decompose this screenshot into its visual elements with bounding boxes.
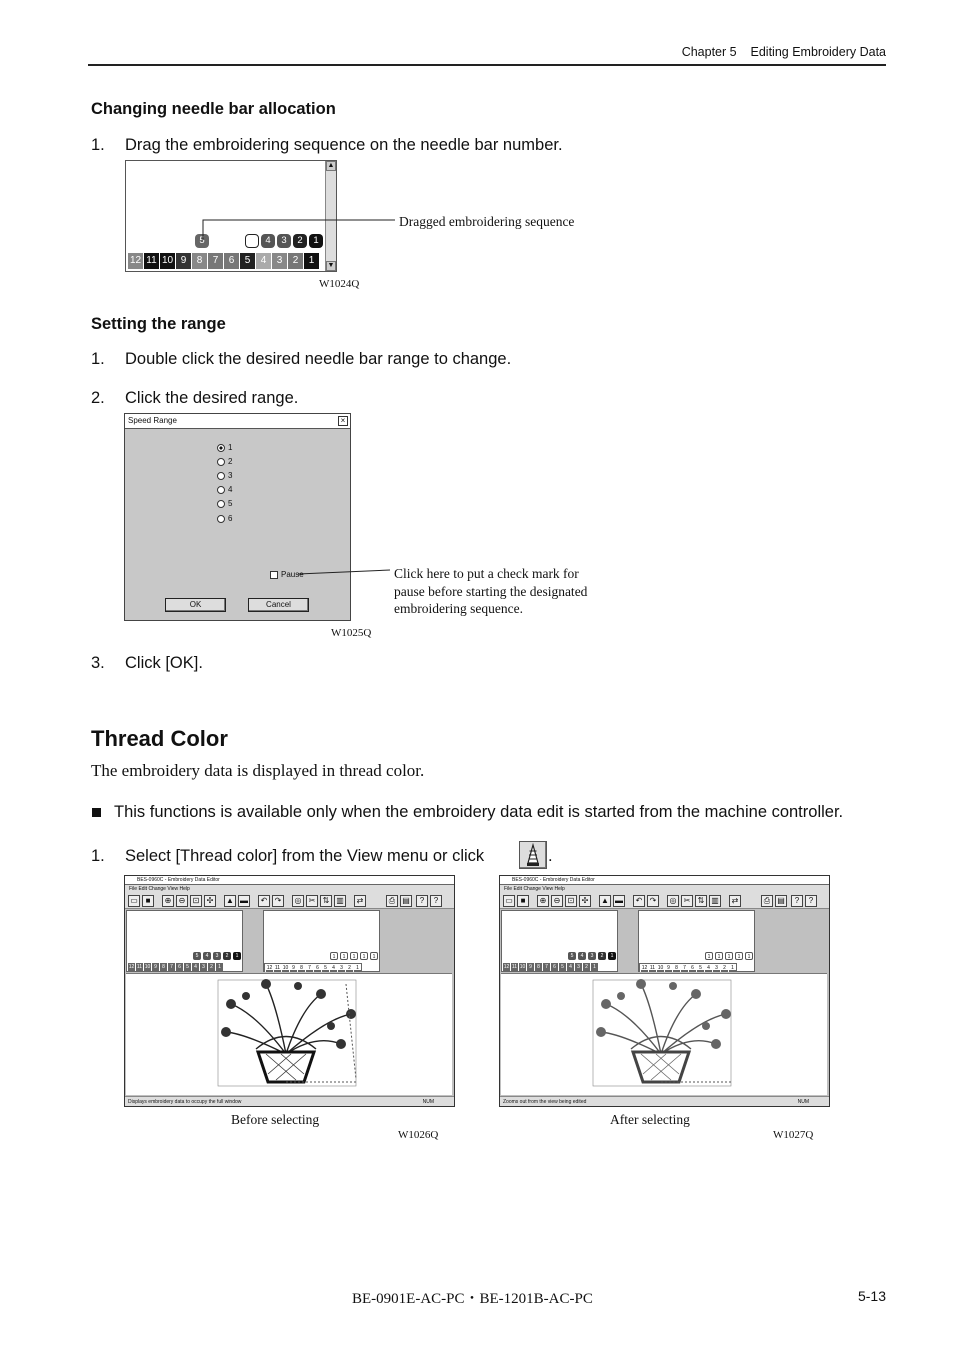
callout-pause: Click here to put a check mark for pause before starting the designated embroidering sequence. (394, 566, 588, 616)
needle-pane-left: 5 4 3 2 1 12 11 10 9 8 7 6 5 4 3 2 1 (126, 910, 243, 972)
menu-bar[interactable]: File Edit Change View Help (500, 885, 829, 893)
step-text: Click [OK]. (125, 654, 203, 672)
chapter-label: Chapter 5 (681, 45, 737, 59)
footer-model: BE-0901E-AC-PC・BE-1201B-AC-PC (352, 1291, 593, 1307)
thread-color-icon[interactable]: ▲ (599, 895, 611, 907)
flower-basket-image (126, 974, 452, 1096)
redo-icon[interactable]: ↷ (647, 895, 659, 907)
needle-number[interactable]: 12 (128, 253, 143, 269)
needle-number[interactable]: 9 (176, 253, 191, 269)
needle-number[interactable]: 3 (272, 253, 287, 269)
needle-pane-left: 5 4 3 2 1 12 11 10 9 8 7 6 5 4 3 2 1 (501, 910, 618, 972)
dragged-sequence-chip[interactable]: 5 (195, 234, 209, 248)
sequence-icon[interactable]: ⇅ (695, 895, 707, 907)
callout-dragged: Dragged embroidering sequence (399, 214, 575, 229)
sequence-icon[interactable]: ⇅ (320, 895, 332, 907)
needle-number[interactable]: 6 (224, 253, 239, 269)
needle-icon[interactable]: ✂ (681, 895, 693, 907)
step-number: 2. (91, 389, 105, 407)
cancel-button[interactable]: Cancel (248, 598, 309, 612)
sequence-chip[interactable]: 3 (277, 234, 291, 248)
zoom-area-icon[interactable]: ⊡ (190, 895, 202, 907)
help-icon[interactable]: ? (791, 895, 803, 907)
mini-needle-strip: 12 11 10 9 8 7 6 5 4 3 2 1 (127, 963, 223, 971)
step-text: Drag the embroidering sequence on the needle bar number. (125, 136, 563, 154)
intro-text: The embroidery data is displayed in thread color. (91, 761, 425, 780)
status-bar (500, 1096, 829, 1106)
figure-code: W1027Q (773, 1129, 814, 1141)
pause-checkbox[interactable]: Pause (270, 570, 304, 579)
radio-option-3[interactable]: 3 (217, 471, 232, 480)
stitch-icon[interactable]: ◎ (667, 895, 679, 907)
dialog-title: Speed Range (128, 416, 177, 425)
figure-code: W1026Q (398, 1129, 439, 1141)
dialog-titlebar (125, 414, 350, 429)
needle-pane-right: 1 1 1 1 1 12 11 10 9 8 7 6 5 4 3 2 1 (638, 910, 755, 972)
zoom-in-icon[interactable]: ⊕ (537, 895, 549, 907)
embroidery-canvas[interactable] (501, 973, 827, 1095)
undo-icon[interactable]: ↶ (633, 895, 645, 907)
status-text: Displays embroidery data to occupy the full window (128, 1099, 242, 1105)
sequence-chip[interactable]: 1 (309, 234, 323, 248)
section-heading-needle-bar: Changing needle bar allocation (91, 100, 336, 118)
save-icon[interactable]: ■ (142, 895, 154, 907)
callout-leader (298, 568, 393, 580)
machine-icon[interactable]: ▤ (775, 895, 787, 907)
needle-pane-right: 1 1 1 1 1 12 11 10 9 8 7 6 5 4 3 2 1 (263, 910, 380, 972)
section-heading-thread-color: Thread Color (91, 726, 228, 751)
needle-number[interactable]: 10 (160, 253, 175, 269)
scroll-up-icon[interactable]: ▲ (327, 162, 335, 169)
figure-code: W1025Q (331, 627, 372, 639)
caption-before: Before selecting (231, 1112, 320, 1127)
open-icon[interactable]: ▭ (128, 895, 140, 907)
header-rule (88, 64, 886, 66)
split-icon[interactable]: ▥ (709, 895, 721, 907)
caption-after: After selecting (610, 1112, 690, 1127)
radio-option-5[interactable]: 5 (217, 499, 232, 508)
full-view-icon[interactable]: ✣ (204, 895, 216, 907)
scroll-down-icon[interactable]: ▼ (327, 262, 335, 269)
bullet-square-icon (92, 808, 101, 817)
window-title: BES-0960C - Embroidery Data Editor (500, 876, 829, 885)
zoom-out-icon[interactable]: ⊖ (551, 895, 563, 907)
editor-window-before (124, 875, 455, 1107)
radio-option-2[interactable]: 2 (217, 457, 232, 466)
running-header (682, 45, 886, 59)
machine-icon[interactable]: ▤ (400, 895, 412, 907)
needle-number[interactable]: 8 (192, 253, 207, 269)
sequence-chip[interactable]: 4 (261, 234, 275, 248)
step-number: 1. (91, 350, 105, 368)
window-title: BES-0960C - Embroidery Data Editor (125, 876, 454, 885)
thread-color-icon[interactable]: ▲ (224, 895, 236, 907)
num-indicator: NUM (797, 1099, 809, 1105)
embroidery-canvas[interactable] (126, 973, 452, 1095)
step-number: 3. (91, 654, 105, 672)
needle-number[interactable]: 4 (256, 253, 271, 269)
zoom-in-icon[interactable]: ⊕ (162, 895, 174, 907)
undo-icon[interactable]: ↶ (258, 895, 270, 907)
step-text: Select [Thread color] from the View menu or click (125, 847, 485, 865)
speed-range-dialog (124, 413, 351, 621)
radio-option-1[interactable]: 1 (217, 443, 232, 452)
step-text: Click the desired range. (125, 389, 299, 407)
status-text: Zooms out from the view being edited (503, 1099, 587, 1105)
save-icon[interactable]: ■ (517, 895, 529, 907)
figure-code: W1024Q (319, 278, 360, 290)
thread-spool-icon (520, 842, 546, 868)
thread-color-button[interactable] (519, 841, 547, 869)
section-heading-range: Setting the range (91, 315, 226, 333)
needle-number[interactable]: 1 (304, 253, 319, 269)
needle-number[interactable]: 11 (144, 253, 159, 269)
sequence-chip[interactable]: 2 (293, 234, 307, 248)
toolbar (500, 893, 829, 909)
palette-icon[interactable]: ▬ (240, 896, 248, 905)
stitch-icon[interactable]: ◎ (292, 895, 304, 907)
menu-bar[interactable]: File Edit Change View Help (125, 885, 454, 893)
needle-icon[interactable]: ✂ (306, 895, 318, 907)
note-text: This functions is available only when the embroidery data edit is started from the machine controller. (114, 803, 844, 821)
needle-number[interactable]: 5 (240, 253, 255, 269)
step-text: Double click the desired needle bar range to change. (125, 350, 512, 368)
step-number: 1. (91, 847, 105, 865)
radio-option-6[interactable]: 6 (217, 514, 232, 523)
context-help-icon[interactable]: ? (805, 895, 817, 907)
print-icon[interactable]: ⎙ (761, 895, 773, 907)
print-icon[interactable]: ⎙ (386, 895, 398, 907)
toolbar (125, 893, 454, 909)
page-number: 5-13 (857, 1288, 886, 1304)
needle-number[interactable]: 2 (288, 253, 303, 269)
editor-window-after (499, 875, 830, 1107)
close-icon[interactable]: × (338, 416, 348, 426)
flower-basket-image (501, 974, 827, 1096)
ok-button[interactable]: OK (165, 598, 226, 612)
full-view-icon[interactable]: ✣ (579, 895, 591, 907)
swap-icon[interactable]: ⇄ (729, 895, 741, 907)
open-icon[interactable]: ▭ (503, 895, 515, 907)
needle-number[interactable]: 7 (208, 253, 223, 269)
step-text-end: . (548, 847, 553, 865)
split-icon[interactable]: ▥ (334, 895, 346, 907)
palette-icon[interactable]: ▬ (615, 896, 623, 905)
zoom-out-icon[interactable]: ⊖ (176, 895, 188, 907)
radio-option-4[interactable]: 4 (217, 485, 232, 494)
zoom-area-icon[interactable]: ⊡ (565, 895, 577, 907)
swap-icon[interactable]: ⇄ (354, 895, 366, 907)
status-bar (125, 1096, 454, 1106)
context-help-icon[interactable]: ? (430, 895, 442, 907)
num-indicator: NUM (422, 1099, 434, 1105)
chapter-title: Editing Embroidery Data (750, 45, 886, 59)
step-number: 1. (91, 136, 105, 154)
callout-leader (195, 210, 400, 250)
redo-icon[interactable]: ↷ (272, 895, 284, 907)
help-icon[interactable]: ? (416, 895, 428, 907)
